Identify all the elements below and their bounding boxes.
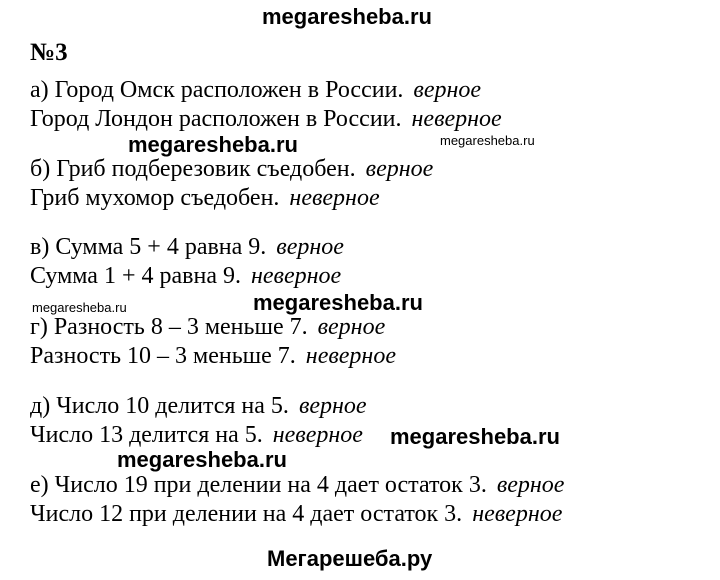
answer-text: неверное [272,422,363,448]
statement-line [30,76,481,104]
watermark-bottom: Мегарешеба.ру [267,546,433,571]
statement-text: Сумма 1 + 4 равна 9. [30,263,241,289]
statement-text: б) Гриб подберезовик съедобен. [30,156,356,182]
statement-line [30,471,564,499]
answer-text: неверное [250,263,342,289]
task-number: №3 [30,39,68,66]
watermark-bold: megaresheba.ru [128,132,298,157]
answer-text: верное [496,472,565,498]
statement-text: а) Город Омск расположен в России. [30,77,404,103]
watermark-bold: megaresheba.ru [117,447,287,472]
watermark-small: megaresheba.ru [440,133,535,148]
statement-line [30,313,385,341]
watermark-small: megaresheba.ru [32,300,127,315]
watermark-bold: megaresheba.ru [390,424,560,449]
statement-text: Разность 10 – 3 меньше 7. [30,343,296,369]
statement-line [30,184,380,212]
answer-text: неверное [472,501,563,527]
statement-line [30,155,433,183]
statement-line [30,233,344,261]
statement-text: Гриб мухомор съедобен. [30,185,280,211]
statement-text: д) Число 10 делится на 5. [30,393,289,419]
statement-line [30,262,341,290]
statement-line [30,500,562,528]
statement-line [30,421,363,449]
answer-text: верное [413,77,482,103]
answer-text: неверное [305,343,396,369]
statement-line [30,392,367,420]
statement-text: Число 13 делится на 5. [30,422,263,448]
statement-text: в) Сумма 5 + 4 равна 9. [30,234,267,260]
answer-text: неверное [289,185,380,211]
answer-text: верное [317,314,386,340]
statement-text: е) Число 19 при делении на 4 дает остаток 3. [30,472,487,498]
statement-text: г) Разность 8 – 3 меньше 7. [30,314,308,340]
statement-text: Число 12 при делении на 4 дает остаток 3. [30,501,463,527]
statement-line [30,342,396,370]
answer-text: верное [276,234,344,260]
statement-text: Город Лондон расположен в России. [30,106,402,132]
answer-text: верное [298,393,367,419]
watermark-top: megaresheba.ru [262,4,432,29]
statement-line [30,105,502,133]
answer-text: неверное [411,106,502,132]
watermark-bold: megaresheba.ru [253,290,423,315]
answer-text: верное [365,156,434,182]
